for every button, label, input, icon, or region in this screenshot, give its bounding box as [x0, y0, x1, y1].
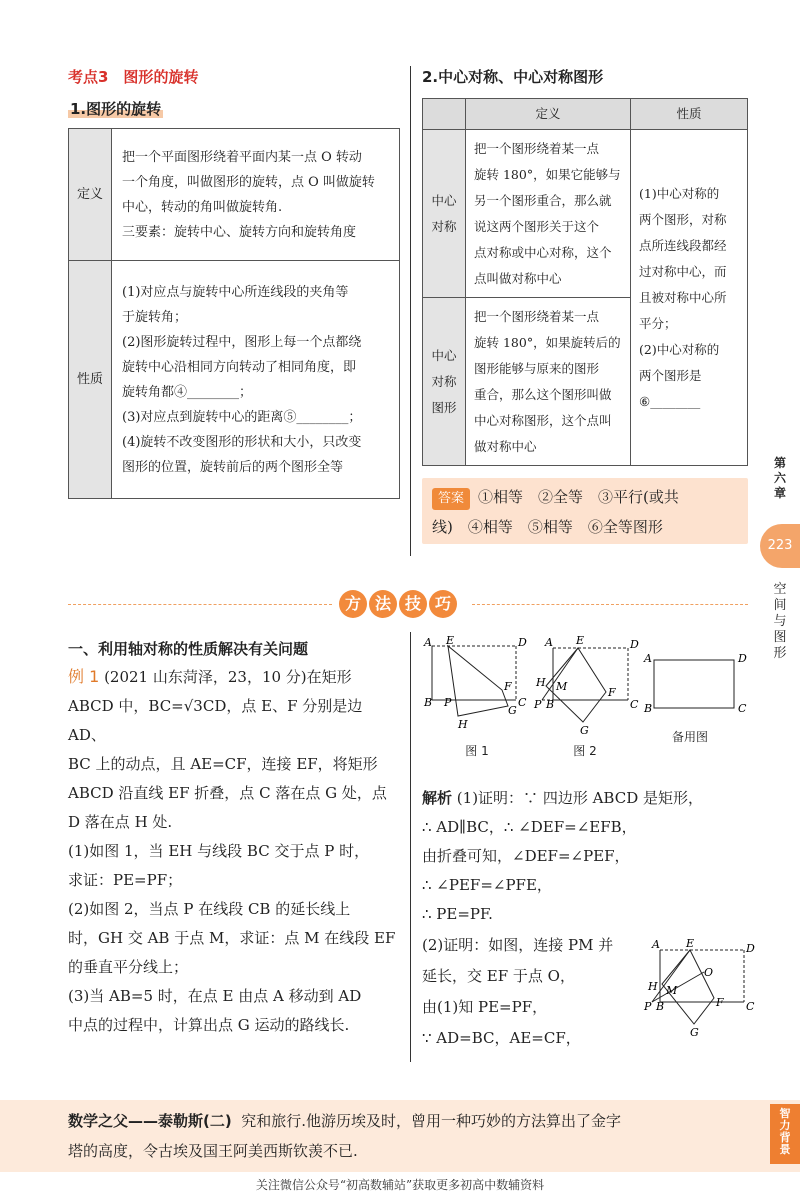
caption-figure-2: 图 2 [573, 744, 597, 758]
property-line: (3)对应点到旋转中心的距离⑤________； [122, 409, 362, 425]
problem-line: 中点的过程中，计算出点 G 运动的路线长. [68, 1016, 350, 1034]
fig4-label: O [704, 966, 714, 979]
def-line: 把一个图形绕着某一点 [474, 308, 600, 324]
analysis-line: ∴ PE=PF. [422, 905, 493, 923]
chapter-char: 章 [773, 486, 786, 500]
example-label: 例 1 [68, 667, 100, 686]
answer-box [422, 478, 748, 544]
analysis-line: ∵ AD=BC，AE=CF， [422, 1029, 581, 1047]
fig1-label: E [446, 634, 455, 647]
label-char: 对称 [431, 373, 457, 389]
prop-line: ⑥________ [639, 393, 701, 409]
rotation-row-property [69, 261, 400, 499]
fig2-label: A [545, 636, 553, 649]
method-banner [338, 590, 458, 618]
problem-line: 求证：PE=PF； [68, 871, 183, 889]
column-divider [410, 66, 411, 556]
central-symmetry-header-row [423, 99, 748, 130]
rotation-label-definition: 定义 [69, 129, 112, 261]
badge-char: 智 [779, 1107, 791, 1120]
analysis-part-2 [422, 930, 642, 1054]
fig4-label: D [746, 942, 755, 955]
footer-title: 数学之父——泰勒斯(二) [68, 1112, 232, 1130]
method-column-divider [410, 632, 411, 1062]
definition-line: 一个角度，叫做图形的旋转，点 O 叫做旋转 [122, 174, 375, 190]
banner-char: 方 [339, 590, 367, 618]
central-symmetry-table [422, 98, 748, 466]
def-line: 点叫做对称中心 [474, 270, 562, 286]
banner-char: 巧 [429, 590, 457, 618]
def-line: 把一个图形绕着某一点 [474, 140, 600, 156]
prop-line: 点所连线段都经 [639, 237, 727, 253]
fig3-label: A [644, 652, 652, 665]
topic-char: 与 [773, 614, 787, 629]
header-property: 性质 [631, 99, 748, 130]
fig2-label: C [630, 698, 639, 711]
header-empty [423, 99, 466, 130]
footer-line-2: 塔的高度，令古埃及国王阿美西斯钦羡不已. [68, 1142, 358, 1160]
def-line: 另一个图形重合，那么就 [474, 192, 612, 208]
problem-line: D 落在点 H 处. [68, 813, 173, 831]
problem-line: (2)如图 2，当点 P 在线段 CB 的延长线上 [68, 900, 351, 918]
example-first-line [68, 662, 403, 692]
chapter-tab [760, 456, 800, 501]
prop-line: (1)中心对称的 [639, 185, 720, 201]
prop-line: 过对称中心，而 [639, 263, 727, 279]
page-number: 223 [760, 524, 800, 568]
fig2-label: F [608, 686, 616, 699]
analysis-label: 解析 [422, 789, 453, 807]
label-char: 中心 [431, 192, 457, 208]
def-line: 说这两个图形关于这个 [474, 218, 600, 234]
def-line: 点对称或中心对称，这个 [474, 244, 612, 260]
problem-line: 的垂直平分线上； [68, 958, 189, 976]
rotation-table [68, 128, 400, 499]
analysis-line: (1)证明：∵ 四边形 ABCD 是矩形， [456, 789, 703, 807]
def-line: 旋转 180°，如果旋转后的 [474, 334, 621, 350]
fig1-label: A [424, 636, 432, 649]
problem-line: (1)如图 1，当 EH 与线段 BC 交于点 P 时， [68, 842, 370, 860]
fig2-label: M [556, 680, 568, 693]
label-char: 图形 [431, 399, 457, 415]
def-line: 做对称中心 [474, 438, 537, 454]
analysis-line: (2)证明：如图，连接 PM 并 [422, 936, 614, 954]
example-problem [68, 662, 403, 1040]
label-central-symmetric-figure [423, 298, 466, 466]
banner-divider-right [472, 604, 748, 605]
section-heading: 考点3 图形的旋转 [68, 68, 199, 86]
fig1-label: P [444, 696, 452, 709]
central-symmetry-definition [466, 130, 631, 298]
central-symmetry-row [423, 130, 748, 298]
badge-char: 背 [779, 1131, 791, 1144]
caption-figure-1: 图 1 [465, 744, 489, 758]
answer-tag: 答案 [432, 488, 470, 510]
central-symmetric-figure-definition [466, 298, 631, 466]
property-line: 旋转角都④________； [122, 384, 253, 400]
rotation-row-definition [69, 129, 400, 261]
definition-line: 三要素：旋转中心、旋转方向和旋转角度 [122, 224, 357, 240]
badge-char: 景 [779, 1143, 791, 1156]
fig4-label: H [648, 980, 658, 993]
rotation-property-cell [112, 261, 400, 499]
property-line: 图形的位置，旋转前后的两个图形全等 [122, 459, 344, 475]
fig4-label: E [686, 937, 695, 950]
chapter-char: 六 [773, 471, 786, 485]
caption-spare-figure: 备用图 [671, 730, 708, 744]
def-line: 重合，那么这个图形叫做 [474, 386, 612, 402]
fig2-label: E [576, 634, 585, 647]
fig1-label: C [518, 696, 527, 709]
fig2-label: P [534, 698, 542, 711]
definition-line: 把一个平面图形绕着平面内某一点 O 转动 [122, 149, 362, 165]
analysis-line: 延长，交 EF 于点 O， [422, 967, 575, 985]
fig1-label: F [504, 680, 512, 693]
central-symmetry-subheading: 2.中心对称、中心对称图形 [422, 68, 604, 86]
figure-3 [654, 660, 734, 708]
analysis-line: 由折叠可知，∠DEF=∠PEF， [422, 847, 630, 865]
problem-line: BC 上的动点，且 AE=CF，连接 EF，将矩形 [68, 755, 378, 773]
problem-line: 时，GH 交 AB 于点 M，求证：点 M 在线段 EF [68, 929, 396, 947]
footer-text: 究和旅行.他游历埃及时，曾用一种巧妙的方法算出了金字 [241, 1112, 622, 1130]
property-line: (4)旋转不改变图形的形状和大小，只改变 [122, 434, 362, 450]
prop-line: 平分； [639, 315, 677, 331]
fig1-label: B [424, 696, 433, 709]
fig1-label: G [508, 704, 517, 717]
property-line: 旋转中心沿相同方向转动了相同角度，即 [122, 359, 357, 375]
fig3-label: B [644, 702, 653, 715]
banner-divider-left [68, 604, 332, 605]
fig3-label: C [738, 702, 747, 715]
definition-line: 中心，转动的角叫做旋转角. [122, 199, 283, 215]
problem-line: ABCD 沿直线 EF 折叠，点 C 落在点 G 处，点 [68, 784, 387, 802]
fig2-label: H [536, 676, 546, 689]
fig4-label: P [644, 1000, 652, 1013]
analysis-line: ∴ AD∥BC，∴ ∠DEF=∠EFB， [422, 818, 637, 836]
answer-line-1 [432, 482, 738, 512]
topic-char: 形 [773, 646, 787, 661]
footer-line-1 [68, 1106, 758, 1136]
fig4-label: A [652, 938, 660, 951]
problem-line: ABCD 中，BC=√3CD，点 E、F 分别是边 AD、 [68, 697, 363, 744]
footer-story [68, 1106, 758, 1166]
label-char: 中心 [431, 347, 457, 363]
fig4-label: M [666, 984, 678, 997]
analysis-part-1 [422, 784, 752, 929]
chapter-char: 第 [773, 456, 786, 470]
fig2-label: G [580, 724, 589, 737]
figure-4 [640, 936, 760, 1046]
property-line: (1)对应点与旋转中心所连线段的夹角等 [122, 284, 349, 300]
rotation-label-property: 性质 [69, 261, 112, 499]
analysis-line: 由(1)知 PE=PF， [422, 998, 548, 1016]
banner-char: 技 [399, 590, 427, 618]
analysis-line: ∴ ∠PEF=∠PFE， [422, 876, 552, 894]
label-char: 对称 [431, 218, 457, 234]
prop-line: 两个图形是 [639, 367, 702, 383]
prop-line: 两个图形，对称 [639, 211, 727, 227]
property-line: (2)图形旋转过程中，图形上每一个点都绕 [122, 334, 362, 350]
rotation-subheading [68, 98, 163, 119]
label-central-symmetry [423, 130, 466, 298]
fig3-label: D [738, 652, 747, 665]
fig2-label: D [630, 638, 639, 651]
rotation-definition-cell [112, 129, 400, 261]
badge-char: 力 [779, 1119, 791, 1132]
def-line: 旋转 180°，如果它能够与 [474, 166, 621, 182]
header-definition: 定义 [466, 99, 631, 130]
fig1-label: H [458, 718, 468, 731]
rotation-subheading-text: 1.图形的旋转 [70, 100, 162, 118]
intelligence-badge [770, 1104, 800, 1164]
central-symmetry-property [631, 130, 748, 466]
def-line: 中心对称图形，这个点叫 [474, 412, 612, 428]
fig4-label: G [690, 1026, 699, 1039]
topic-char: 图 [773, 630, 787, 645]
answer-line-2: 线) ④相等 ⑤相等 ⑥全等图形 [432, 518, 663, 536]
fig2-label: B [546, 698, 555, 711]
answer-text: ①相等 ②全等 ③平行(或共 [478, 488, 679, 506]
topic-tab [760, 582, 800, 662]
property-line: 于旋转角； [122, 309, 188, 325]
method-heading: 一、利用轴对称的性质解决有关问题 [68, 640, 309, 658]
analysis-first-line [422, 784, 752, 813]
def-line: 图形能够与原来的图形 [474, 360, 600, 376]
topic-char: 间 [773, 598, 787, 613]
example-source: (2021 山东菏泽，23，10 分)在矩形 [104, 668, 352, 686]
watermark: 关注微信公众号“初高数辅站”获取更多初高中数辅资料 [255, 1178, 545, 1192]
problem-line: (3)当 AB=5 时，在点 E 由点 A 移动到 AD [68, 987, 362, 1005]
figure-2 [542, 648, 628, 722]
fig4-label: B [656, 1000, 665, 1013]
fig4-label: F [716, 996, 724, 1009]
prop-line: (2)中心对称的 [639, 341, 720, 357]
banner-char: 法 [369, 590, 397, 618]
fig1-label: D [518, 636, 527, 649]
fig4-label: C [746, 1000, 755, 1013]
topic-char: 空 [773, 582, 787, 597]
prop-line: 且被对称中心所 [639, 289, 727, 305]
